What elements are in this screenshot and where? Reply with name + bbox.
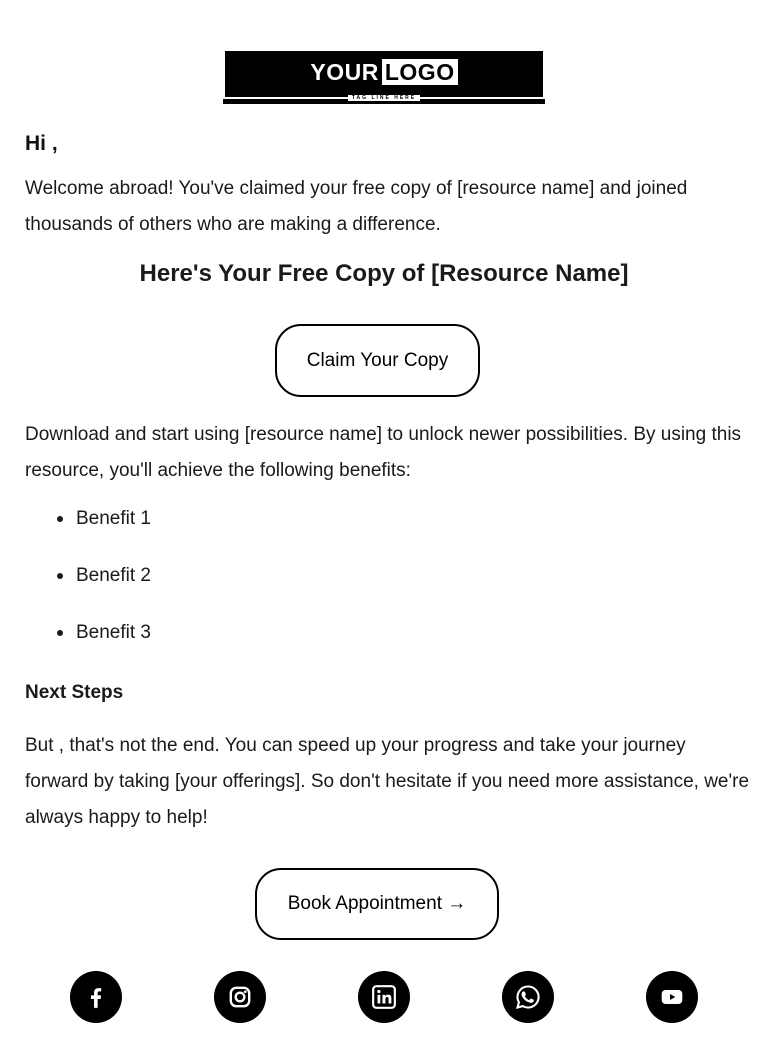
book-appointment-button[interactable]: Book Appointment → — [255, 868, 499, 940]
logo-word-logo: LOGO — [382, 59, 458, 85]
claim-copy-button[interactable]: Claim Your Copy — [275, 324, 480, 397]
next-steps-paragraph: But , that's not the end. You can speed up your progress and take your journey forward by taking [your offerings]. So don't hesitate if you need more assistance, we're always happy to help! — [25, 735, 750, 828]
headline: Here's Your Free Copy of [Resource Name] — [139, 260, 629, 287]
benefit-item: Benefit 2 — [55, 557, 151, 614]
logo-text — [223, 59, 545, 86]
facebook-icon — [83, 984, 109, 1010]
download-paragraph: Download and start using [resource name] to unlock newer possibilities. By using this resource, you'll achieve the following benefits: — [25, 424, 742, 481]
benefit-item: Benefit 1 — [55, 500, 151, 557]
facebook-link[interactable] — [70, 971, 122, 1023]
logo[interactable] — [223, 51, 545, 105]
whatsapp-icon — [514, 983, 542, 1011]
next-steps-title: Next Steps — [25, 682, 124, 703]
linkedin-icon — [371, 984, 397, 1010]
youtube-icon — [659, 984, 685, 1010]
logo-tagline-text: TAG LINE HERE — [348, 95, 420, 101]
youtube-link[interactable] — [646, 971, 698, 1023]
instagram-link[interactable] — [214, 971, 266, 1023]
logo-word-your: YOUR — [310, 59, 379, 85]
benefits-list — [55, 500, 151, 671]
whatsapp-link[interactable] — [502, 971, 554, 1023]
benefit-item: Benefit 3 — [55, 614, 151, 671]
intro-paragraph: Welcome abroad! You've claimed your free copy of [resource name] and joined thousands of others who are making a difference. — [25, 178, 688, 235]
linkedin-link[interactable] — [358, 971, 410, 1023]
instagram-icon — [227, 984, 253, 1010]
greeting: Hi , — [25, 132, 58, 155]
logo-tagline — [223, 95, 545, 101]
